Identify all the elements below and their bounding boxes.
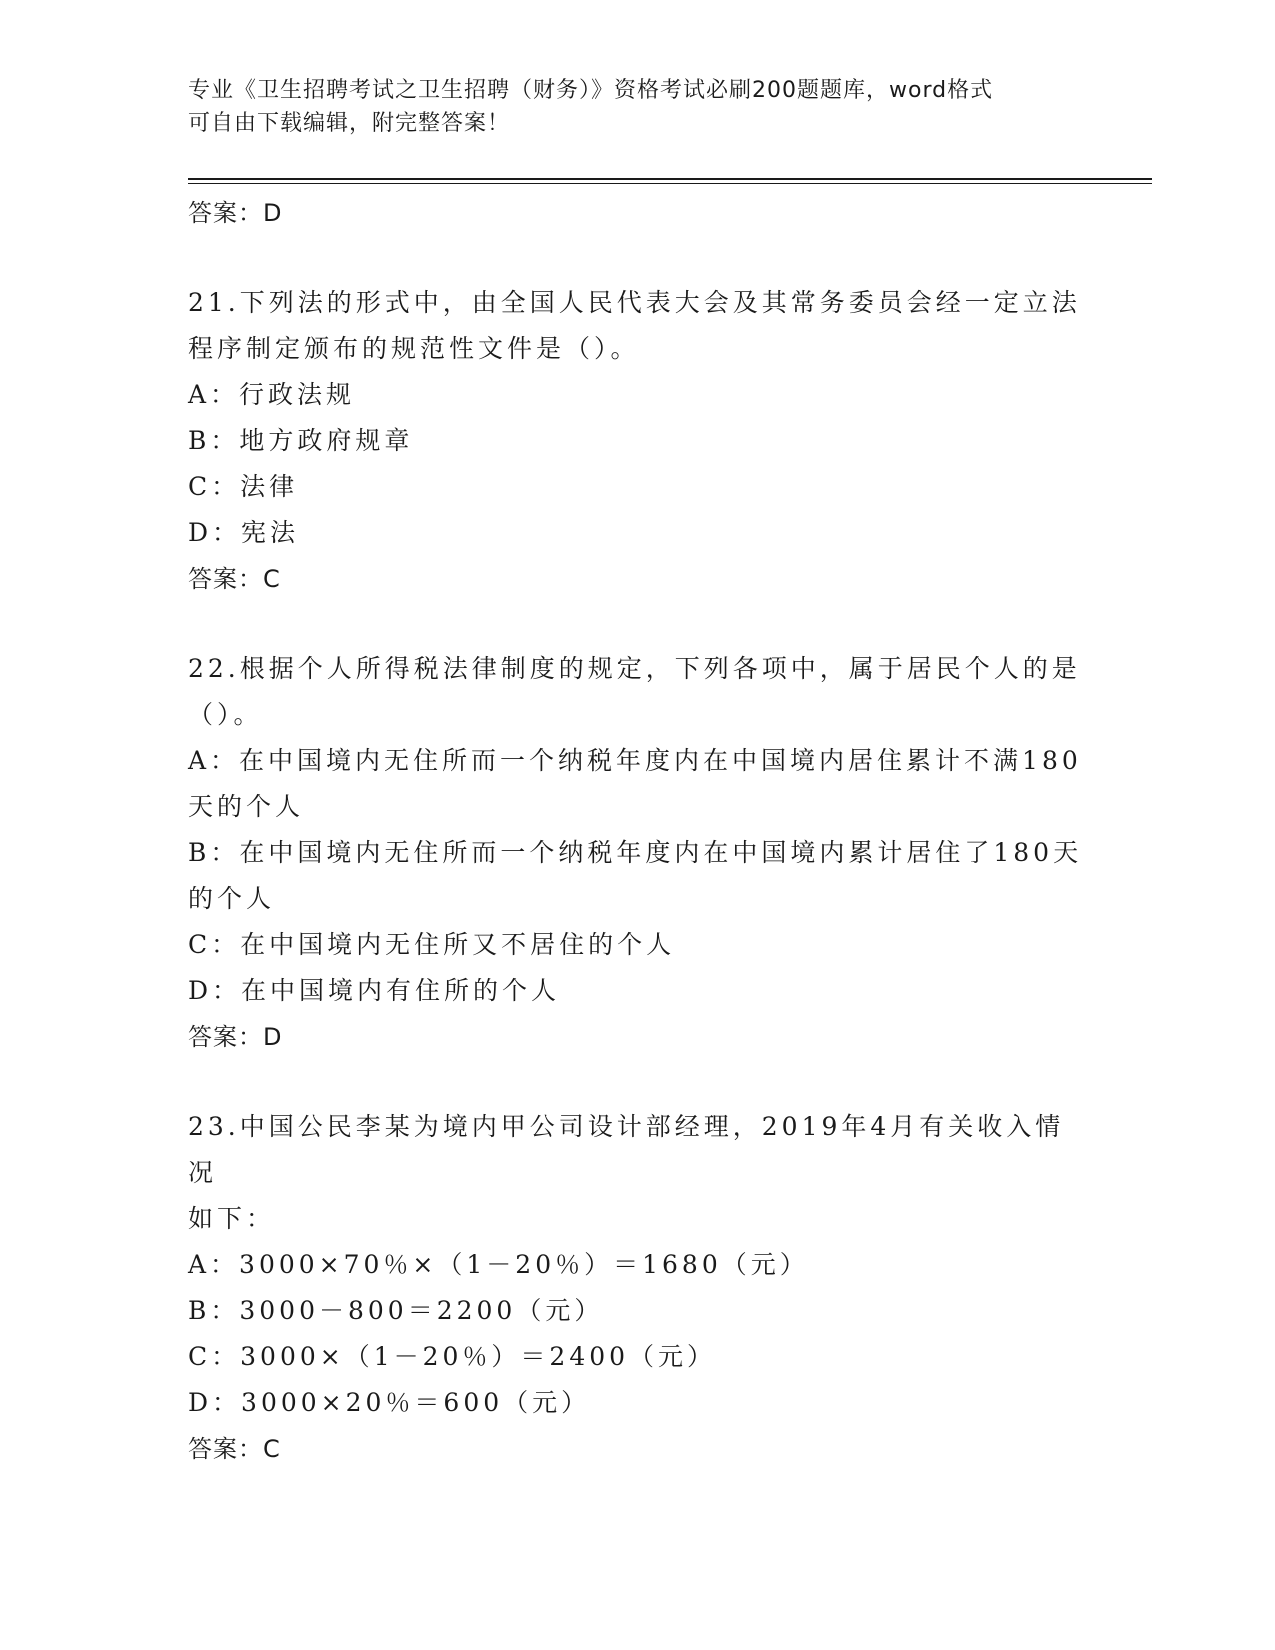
previous-answer: 答案：D: [188, 199, 283, 227]
header-line-2: 可自由下载编辑，附完整答案！: [188, 111, 511, 136]
option-d: D：宪法: [188, 518, 300, 547]
header-rule-thin: [188, 183, 1152, 184]
question-22: [188, 646, 1088, 1060]
answer: 答案：D: [188, 1023, 283, 1051]
document-header: [188, 74, 1088, 140]
question-23: [188, 1104, 1088, 1472]
answer: 答案：C: [188, 1435, 281, 1463]
option-b: B：地方政府规章: [188, 426, 414, 455]
header-rule-thick: [188, 178, 1152, 180]
answer: 答案：C: [188, 565, 281, 593]
option-a: A：3000×70％×（1－20％）＝1680（元）: [188, 1250, 809, 1279]
option-c: C：法律: [188, 472, 299, 501]
option-c: C：在中国境内无住所又不居住的个人: [188, 930, 676, 959]
question-stem-line-1: 23.中国公民李某为境内甲公司设计部经理，2019年4月有关收入情况: [188, 1112, 1065, 1187]
option-d: D：在中国境内有住所的个人: [188, 976, 561, 1005]
question-stem-line-2: 程序制定颁布的规范性文件是（）。: [188, 334, 640, 363]
option-a: A：在中国境内无住所而一个纳税年度内在中国境内居住累计不满180: [188, 746, 1082, 775]
question-list: [188, 190, 1088, 1472]
option-b: B：3000－800＝2200（元）: [188, 1296, 604, 1325]
question-stem-line-2: （）。: [188, 700, 263, 729]
header-line-1: 专业《卫生招聘考试之卫生招聘（财务）》资格考试必刷200题题库，word格式: [188, 78, 994, 103]
question-stem-line-1: 21.下列法的形式中，由全国人民代表大会及其常务委员会经一定立法: [188, 288, 1081, 317]
option-a-continued: 天的个人: [188, 792, 305, 821]
option-b-continued: 的个人: [188, 884, 276, 913]
option-c: C：3000×（1－20％）＝2400（元）: [188, 1342, 717, 1371]
option-b: B：在中国境内无住所而一个纳税年度内在中国境内累计居住了180天: [188, 838, 1083, 867]
option-a: A：行政法规: [188, 380, 356, 409]
question-21: [188, 280, 1088, 602]
question-stem-line-2: 如下：: [188, 1204, 276, 1233]
option-d: D：3000×20％＝600（元）: [188, 1388, 591, 1417]
question-stem-line-1: 22.根据个人所得税法律制度的规定，下列各项中，属于居民个人的是: [188, 654, 1081, 683]
